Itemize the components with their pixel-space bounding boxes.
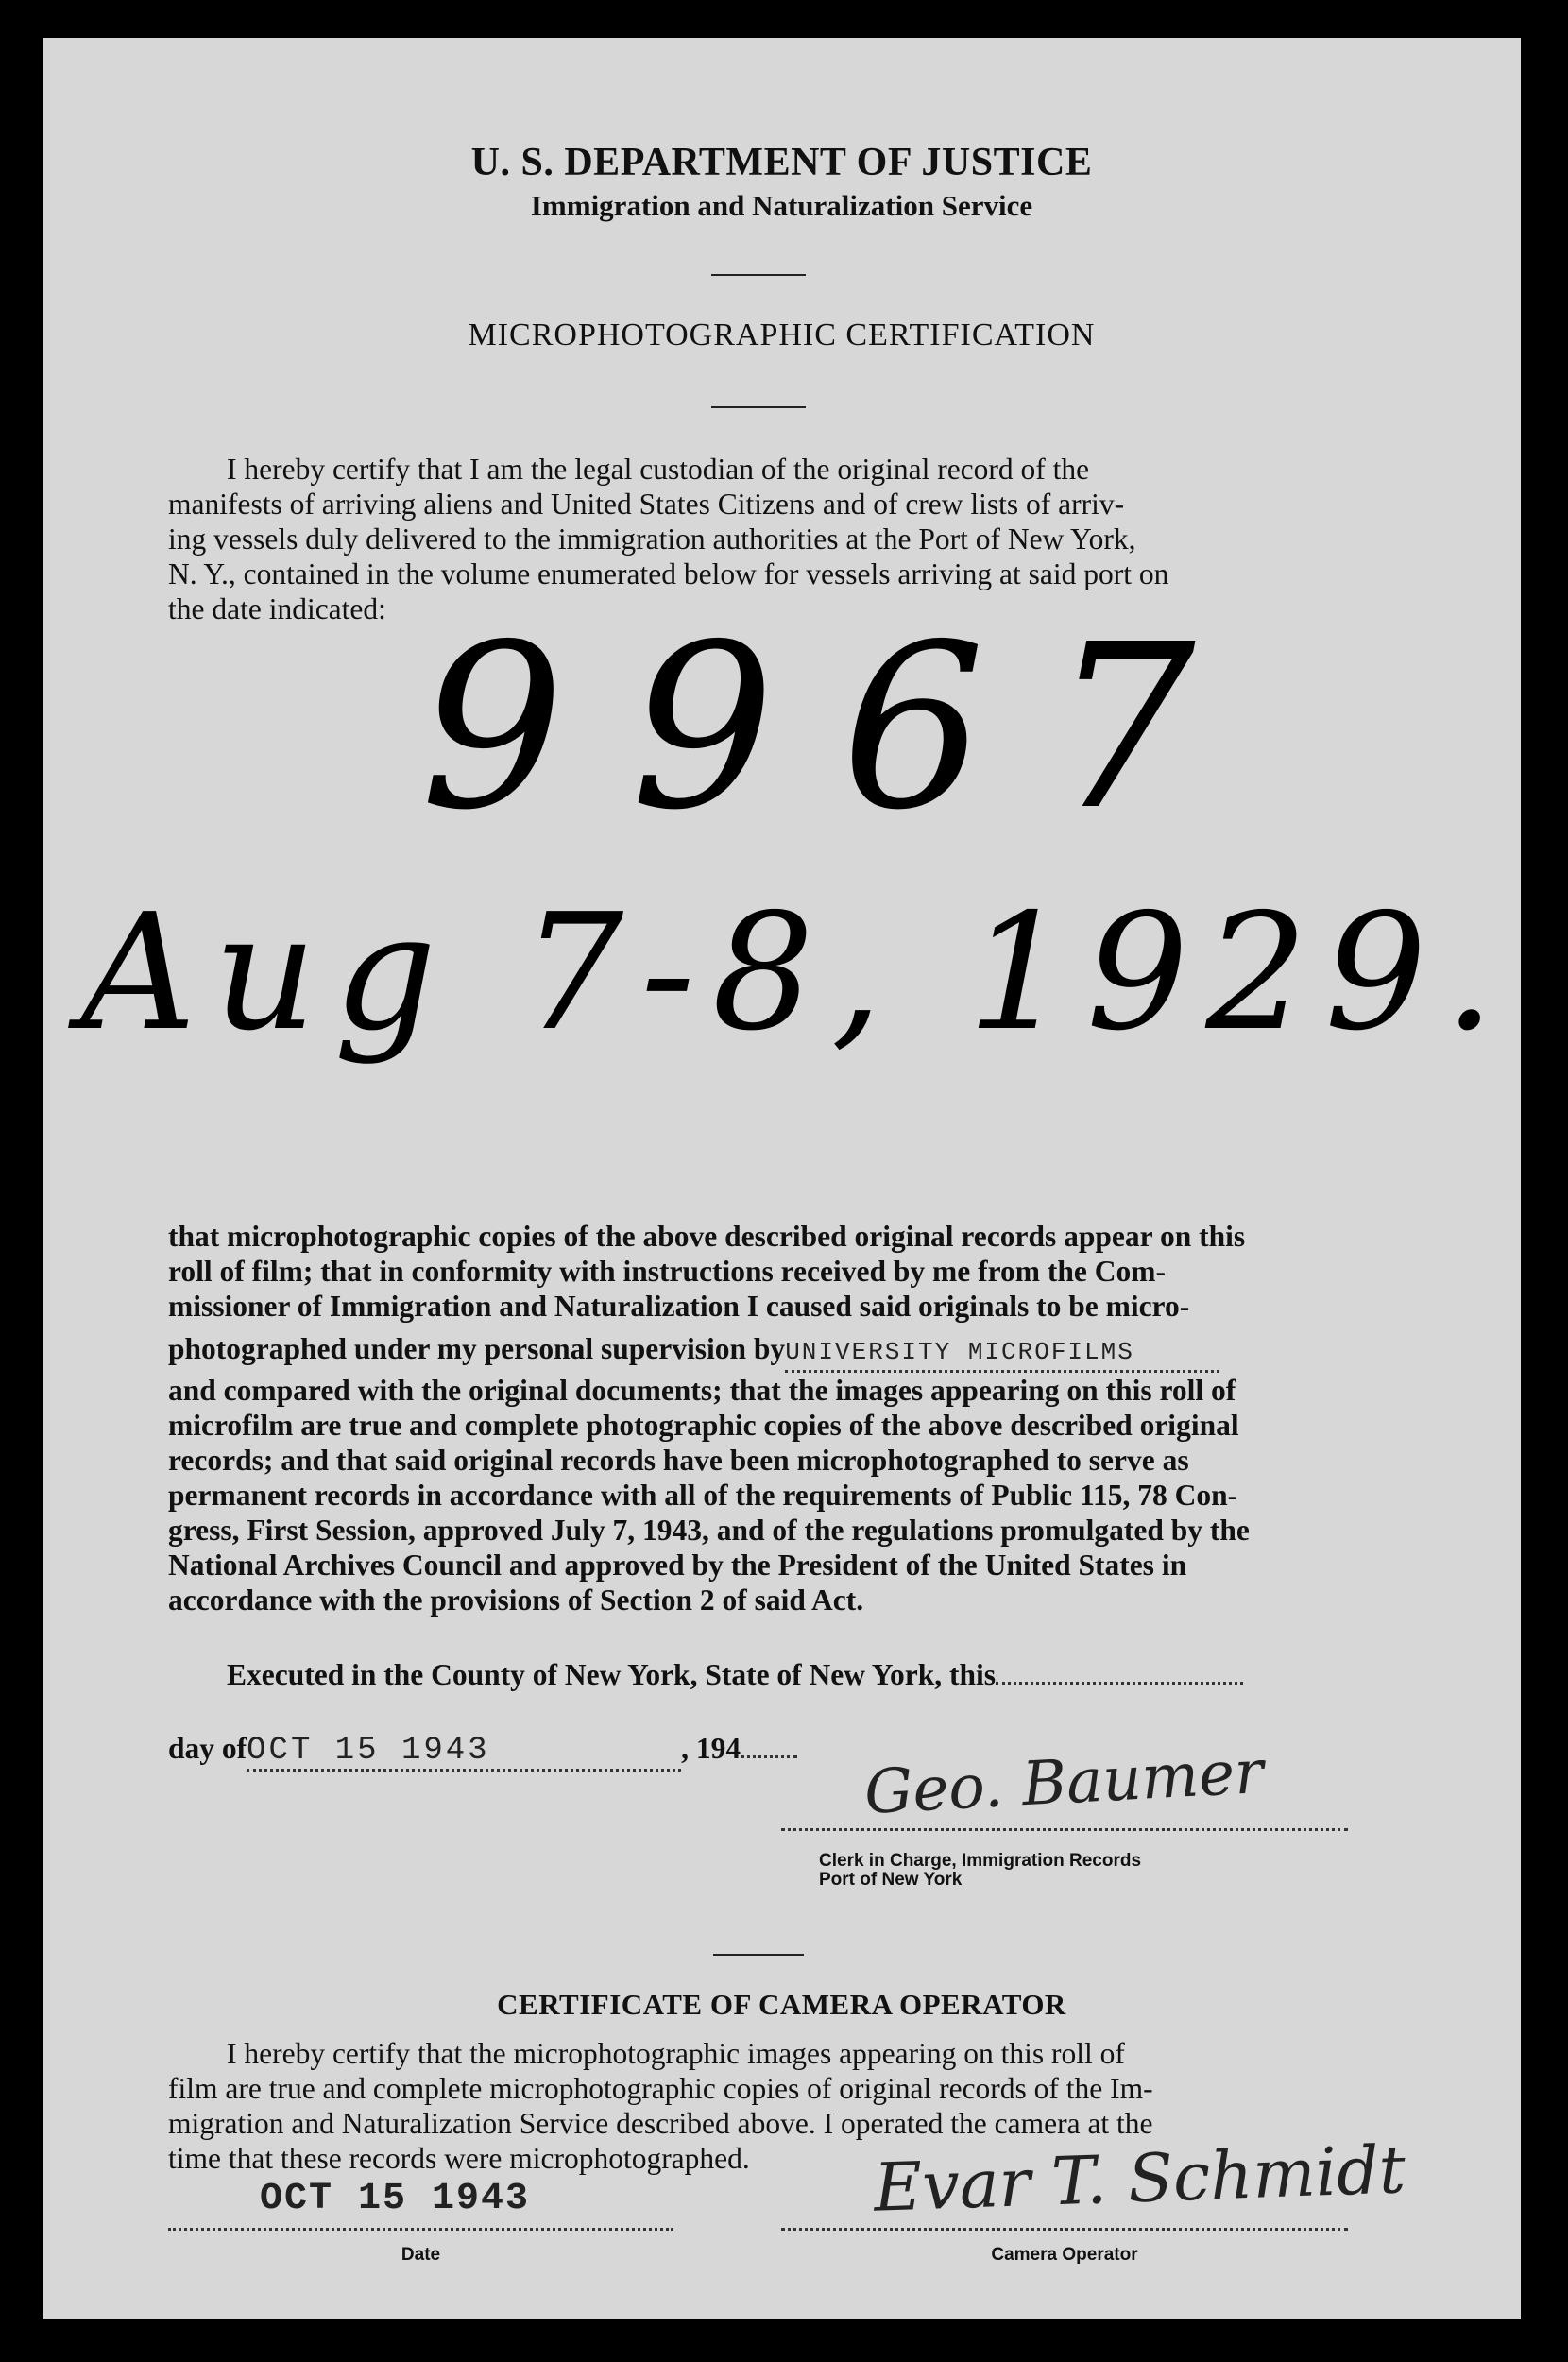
clerk-signature-line: [781, 1828, 1348, 1831]
executed-date-stamp: OCT 15 1943: [247, 1734, 681, 1772]
camera-line: migration and Naturalization Service described above. I operated the camera at the: [168, 2107, 1153, 2140]
body-paragraph: [168, 1219, 1360, 1617]
body-line: microfilm are true and complete photographic copies of the above described original: [168, 1409, 1239, 1442]
body-line: National Archives Council and approved by the President of the United States in: [168, 1549, 1187, 1582]
body-line: accordance with the provisions of Section 2 of said Act.: [168, 1583, 864, 1617]
certification-title: MICROPHOTOGRAPHIC CERTIFICATION: [468, 317, 1096, 352]
camera-certificate-heading: CERTIFICATE OF CAMERA OPERATOR: [497, 1988, 1066, 2021]
camera-line: film are true and complete microphotographic copies of original records of the Im-: [168, 2072, 1153, 2105]
clerk-title-line: Clerk in Charge, Immigration Records: [819, 1851, 1142, 1871]
body-line: that microphotographic copies of the above described original records appear on this: [168, 1220, 1246, 1253]
handwritten-volume-number: 9967: [420, 595, 1262, 860]
executed-text: Executed in the County of New York, State of New York, this: [227, 1658, 997, 1691]
service-subtitle: Immigration and Naturalization Service: [530, 189, 1033, 222]
body-line: permanent records in accordance with all of the requirements of Public 115, 78 Con-: [168, 1479, 1238, 1512]
body-line: missioner of Immigration and Naturalization I caused said originals to be micro-: [168, 1290, 1190, 1323]
body-line: records; and that said original records have been microphotographed to serve as: [168, 1444, 1189, 1477]
blank-field: [741, 1729, 797, 1758]
clerk-title-line: Port of New York: [819, 1870, 963, 1890]
date-signature-line: [168, 2228, 673, 2231]
intro-line: ing vessels duly delivered to the immigration authorities at the Port of New York,: [168, 522, 1136, 556]
operator-signature-line: [781, 2228, 1348, 2231]
year-suffix: , 194: [681, 1732, 741, 1765]
clerk-title: [819, 1852, 1141, 1890]
day-of-label: day of: [168, 1732, 247, 1765]
department-title: U. S. DEPARTMENT OF JUSTICE: [470, 141, 1093, 184]
camera-operator-signature: Evar T. Schmidt: [872, 2131, 1407, 2227]
body-line: photographed under my personal supervision by: [168, 1332, 786, 1365]
camera-operator-label: Camera Operator: [991, 2245, 1138, 2265]
camera-line: I hereby certify that the microphotographic images appearing on this roll of: [227, 2037, 1125, 2070]
body-line: and compared with the original documents; that the images appearing on this roll of: [168, 1374, 1236, 1407]
intro-line: the date indicated:: [168, 592, 386, 625]
divider: [713, 1954, 804, 1956]
executed-line: [227, 1655, 1360, 1692]
intro-line: I hereby certify that I am the legal custodian of the original record of the: [227, 453, 1090, 486]
date-label: Date: [401, 2245, 441, 2265]
camera-line: time that these records were microphotographed.: [168, 2142, 750, 2175]
intro-line: N. Y., contained in the volume enumerated below for vessels arriving at said port on: [168, 557, 1169, 590]
clerk-signature: Geo. Baumer: [862, 1737, 1266, 1829]
blank-field: [996, 1655, 1243, 1685]
divider: [711, 406, 806, 408]
intro-line: manifests of arriving aliens and United States Citizens and of crew lists of arriv-: [168, 488, 1125, 521]
filmed-by-stamp: UNIVERSITY MICROFILMS: [785, 1335, 1219, 1373]
certificate-sheet: [43, 38, 1521, 2319]
camera-date-stamp: OCT 15 1943: [260, 2178, 531, 2220]
body-line: gress, First Session, approved July 7, 1943, and of the regulations promulgated by the: [168, 1514, 1250, 1547]
handwritten-date-range: Aug 7-8, 1929.: [80, 880, 1512, 1067]
divider: [711, 274, 806, 276]
body-line: roll of film; that in conformity with instructions received by me from the Com-: [168, 1255, 1166, 1288]
